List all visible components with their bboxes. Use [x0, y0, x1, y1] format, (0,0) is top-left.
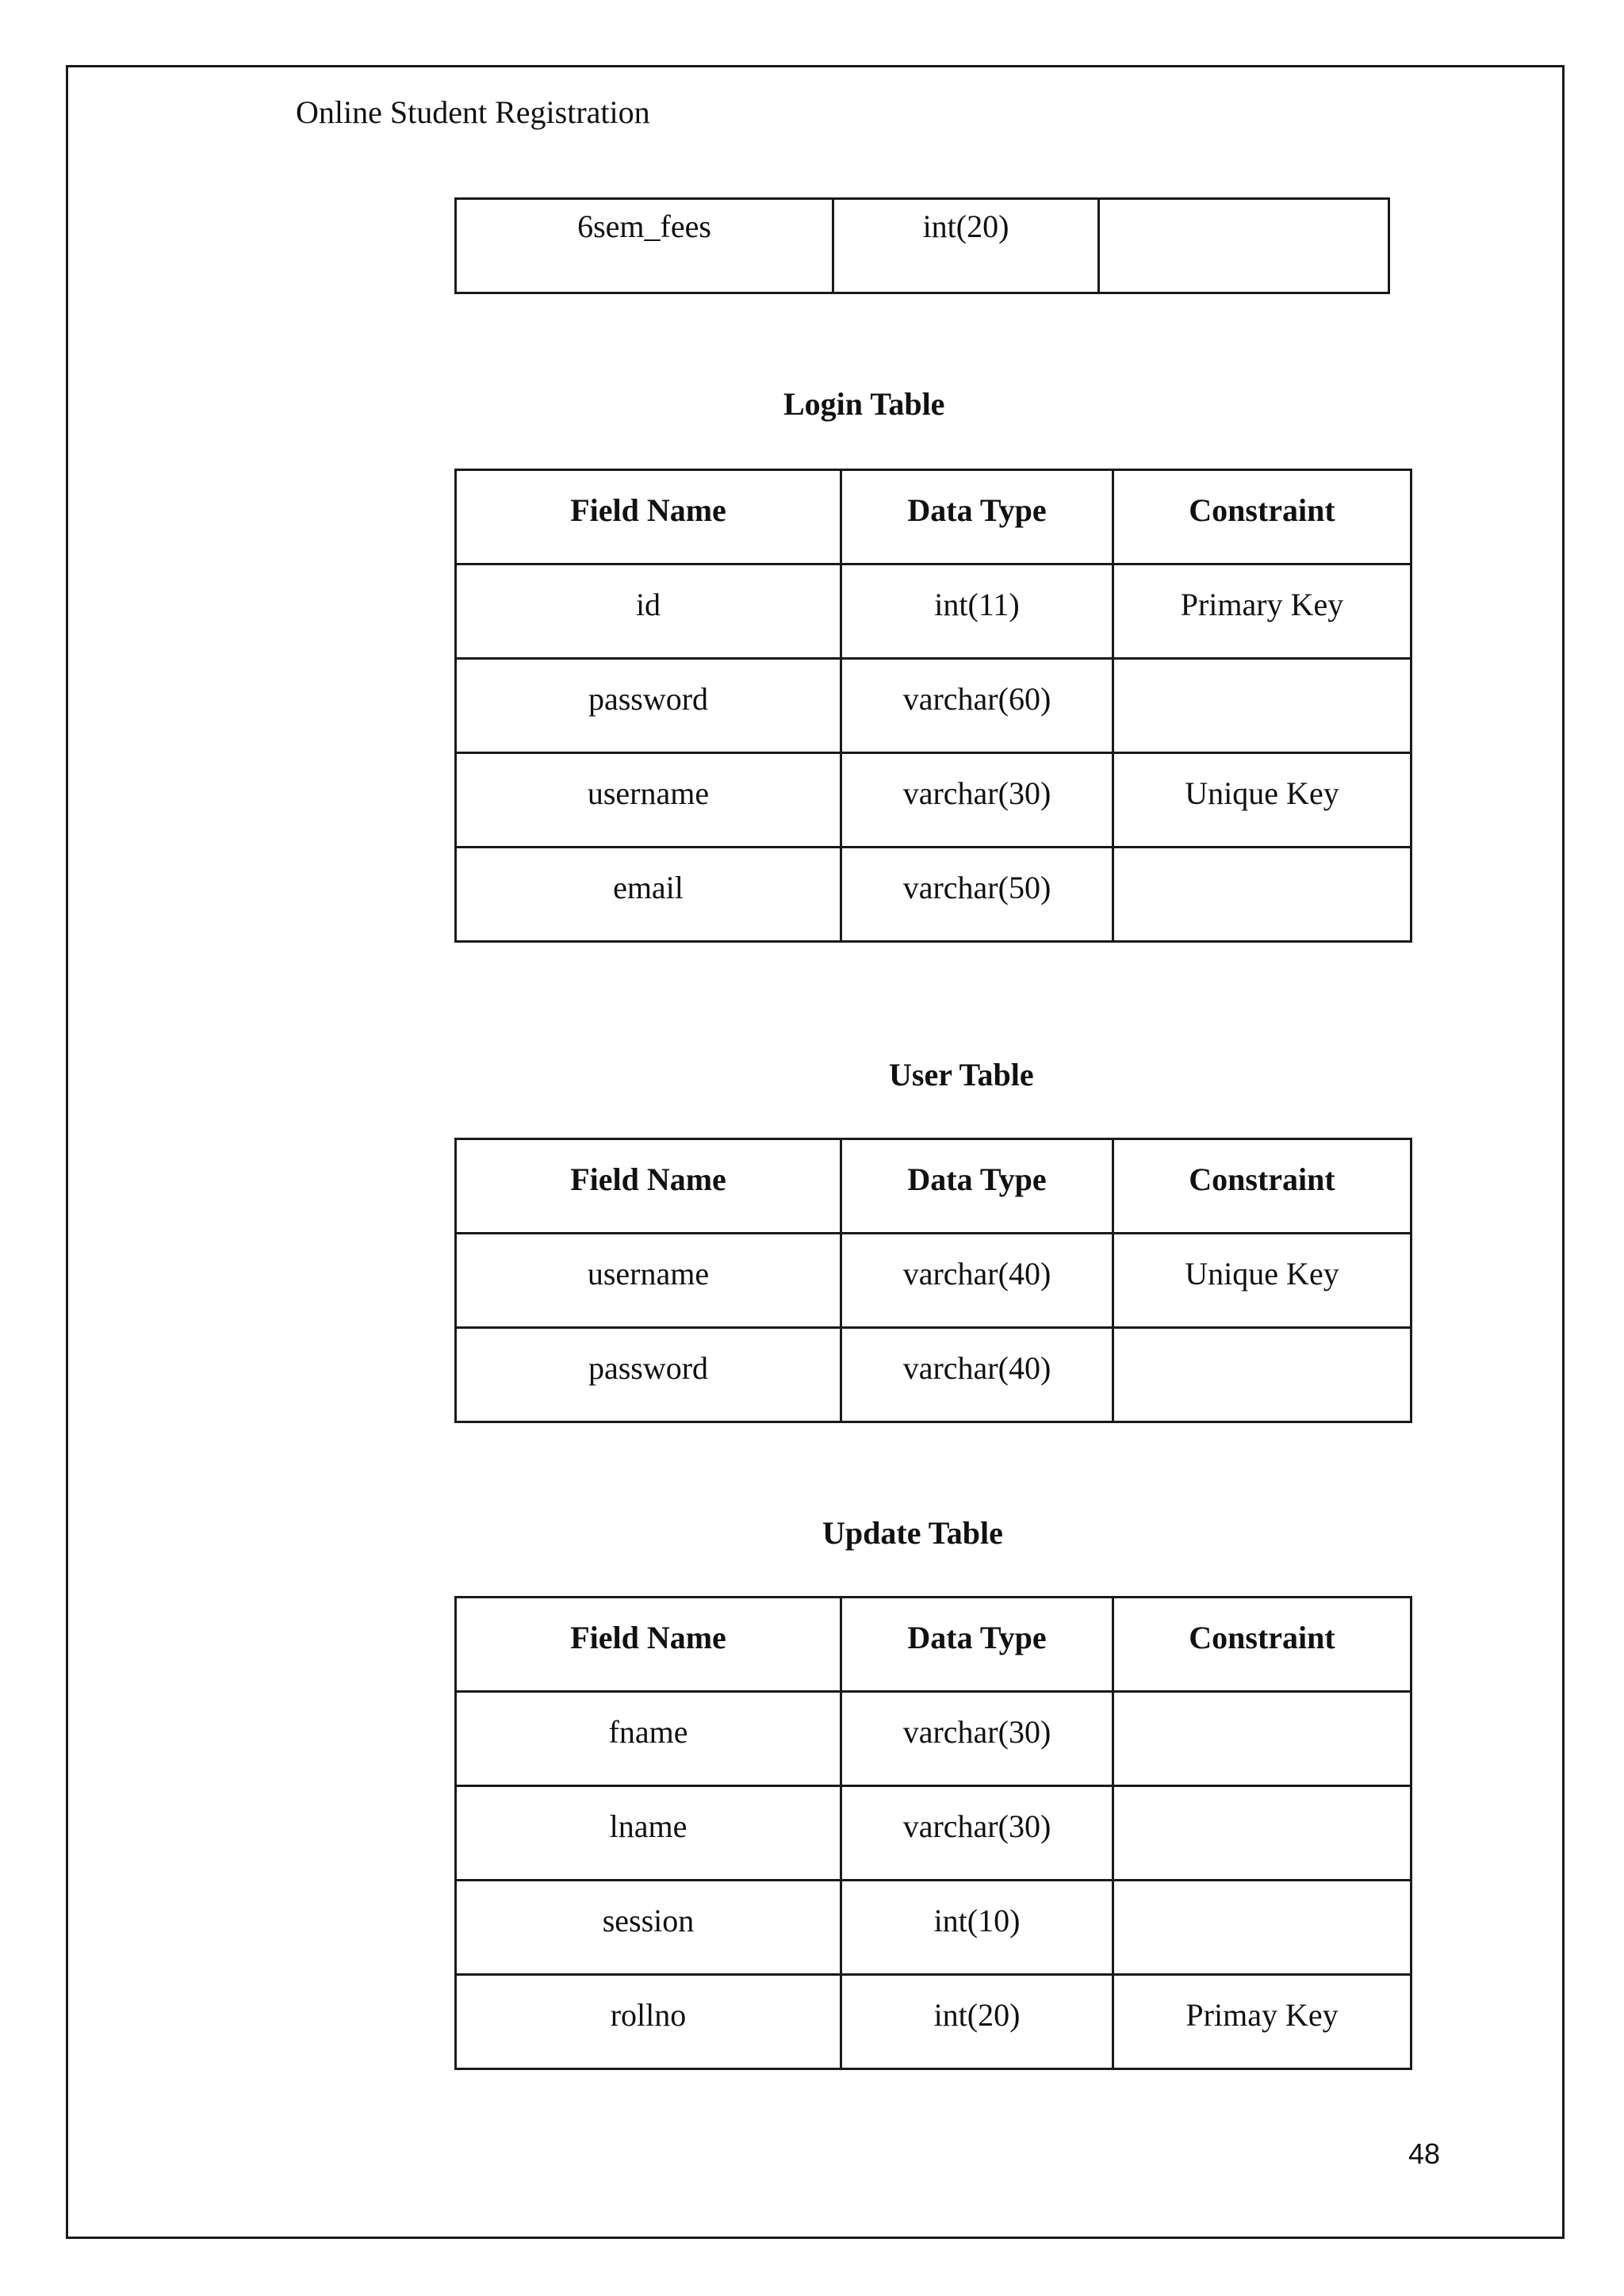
table-cell: fname: [456, 1692, 841, 1786]
table-cell: int(20): [841, 1975, 1113, 2069]
table-cell: int(10): [841, 1881, 1113, 1975]
table-cell: Unique Key: [1113, 753, 1411, 848]
table-cell: username: [456, 753, 841, 848]
table-cell: Unique Key: [1113, 1234, 1411, 1328]
column-header: Constraint: [1113, 1139, 1411, 1234]
table-cell: email: [456, 848, 841, 942]
table-cell: int(11): [841, 564, 1113, 659]
table-row: [456, 1692, 1411, 1786]
table-row: [456, 1786, 1411, 1881]
table-cell: session: [456, 1881, 841, 1975]
table-header-row: [456, 1139, 1411, 1234]
table-cell: varchar(40): [841, 1234, 1113, 1328]
table-cell: int(20): [833, 199, 1099, 293]
table-row: [456, 848, 1411, 942]
table-cell: lname: [456, 1786, 841, 1881]
table-row: [456, 199, 1389, 293]
column-header: Field Name: [456, 1139, 841, 1234]
table-cell: [1113, 1328, 1411, 1422]
column-header: Data Type: [841, 470, 1113, 564]
document-header: Online Student Registration: [296, 94, 650, 130]
table-cell: varchar(30): [841, 753, 1113, 848]
table-cell: Primary Key: [1113, 564, 1411, 659]
user-table: [454, 1138, 1412, 1423]
table-row: [456, 1975, 1411, 2069]
table-cell: 6sem_fees: [456, 199, 833, 293]
update-table: [454, 1596, 1412, 2070]
table-cell: varchar(30): [841, 1786, 1113, 1881]
table-cell: password: [456, 1328, 841, 1422]
table-cell: [1113, 1881, 1411, 1975]
table-cell: [1113, 1692, 1411, 1786]
column-header: Data Type: [841, 1598, 1113, 1692]
login-table-title: Login Table: [783, 386, 945, 422]
table-cell: varchar(60): [841, 659, 1113, 753]
table-row: [456, 753, 1411, 848]
table-row: [456, 564, 1411, 659]
table-cell: varchar(30): [841, 1692, 1113, 1786]
table-cell: password: [456, 659, 841, 753]
table-cell: [1113, 659, 1411, 753]
table-cell: varchar(40): [841, 1328, 1113, 1422]
table-row: [456, 659, 1411, 753]
column-header: Field Name: [456, 1598, 841, 1692]
table-row: [456, 1234, 1411, 1328]
table-header-row: [456, 1598, 1411, 1692]
column-header: Constraint: [1113, 470, 1411, 564]
column-header: Field Name: [456, 470, 841, 564]
user-table-title: User Table: [889, 1057, 1034, 1093]
column-header: Constraint: [1113, 1598, 1411, 1692]
table-header-row: [456, 470, 1411, 564]
table-cell: varchar(50): [841, 848, 1113, 942]
table-cell: [1113, 1786, 1411, 1881]
login-table: [454, 469, 1412, 943]
column-header: Data Type: [841, 1139, 1113, 1234]
page-number: 48: [1408, 2137, 1441, 2170]
table-cell: rollno: [456, 1975, 841, 2069]
table-cell: [1099, 199, 1389, 293]
table-cell: [1113, 848, 1411, 942]
update-table-title: Update Table: [822, 1515, 1003, 1551]
table-cell: id: [456, 564, 841, 659]
table-row: [456, 1881, 1411, 1975]
table-cell: username: [456, 1234, 841, 1328]
table-row: [456, 1328, 1411, 1422]
continued-fees-table: [454, 197, 1390, 294]
table-cell: Primay Key: [1113, 1975, 1411, 2069]
